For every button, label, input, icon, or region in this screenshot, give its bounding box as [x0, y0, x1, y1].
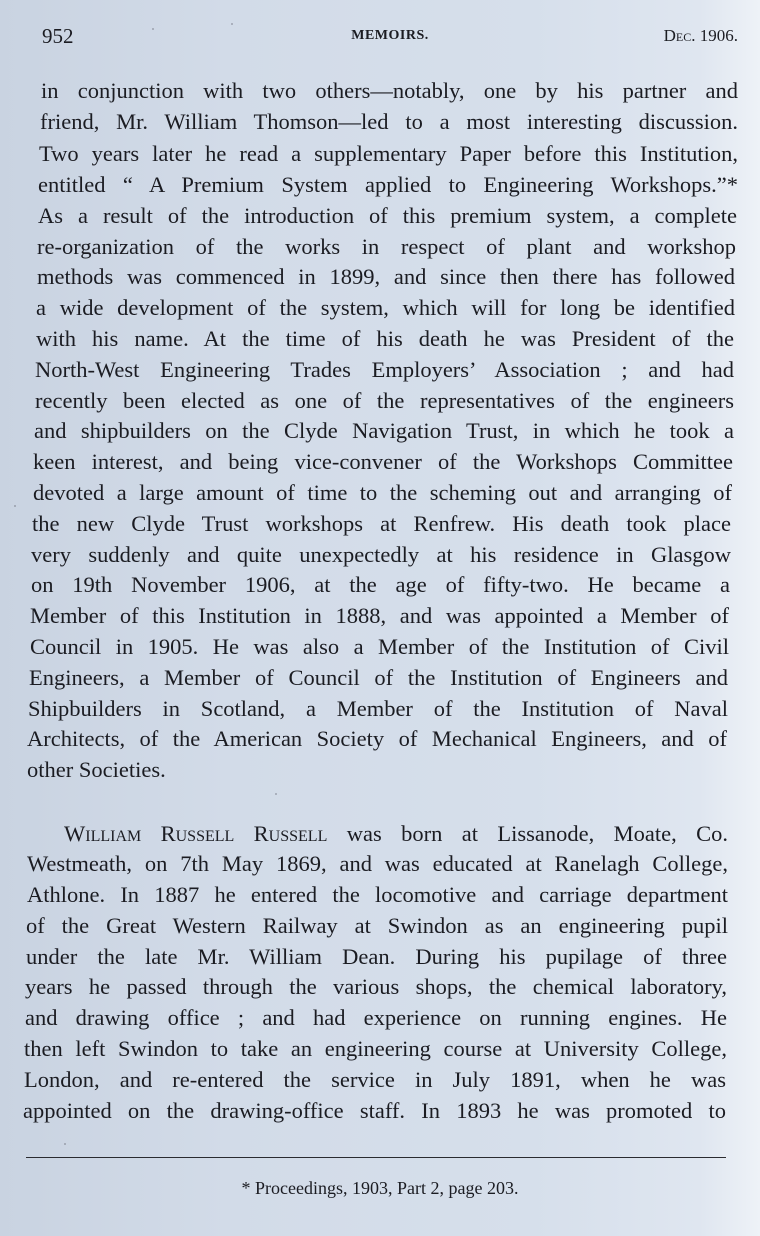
text-line-opening — [64, 819, 728, 849]
text-line: re-organization of the works in respect of plant and workshop — [37, 234, 736, 259]
page-number: 952 — [42, 24, 74, 48]
footnote: * Proceedings, 1903, Part 2, page 203. — [241, 1178, 519, 1198]
paper-speck — [14, 505, 16, 507]
text-line: in conjunction with two others—notably, one by his partner and — [41, 78, 738, 103]
opening-line-text: was born at Lissanode, Moate, Co. — [346, 821, 728, 846]
issue-date: Dec. 1906. — [663, 26, 738, 45]
text-line: years he passed through the various shops, the chemical laboratory, — [25, 974, 727, 999]
paper-speck — [275, 793, 277, 795]
text-line: Engineers, a Member of Council of the Institution of Engineers and — [29, 665, 728, 690]
text-line: a wide development of the system, which will for long be identified — [36, 295, 735, 320]
text-line: under the late Mr. William Dean. During his pupilage of three — [26, 944, 727, 969]
paper-speck — [64, 1143, 66, 1145]
running-head — [40, 22, 740, 52]
paper-speck — [231, 23, 233, 25]
text-line: appointed on the drawing-office staff. In 1893 he was promoted to — [23, 1098, 726, 1123]
text-line: on 19th November 1906, at the age of fifty-two. He became a — [31, 572, 730, 597]
text-line: Two years later he read a supplementary Paper before this Institution, — [39, 141, 738, 166]
text-line: very suddenly and quite unexpectedly at his residence in Glasgow — [31, 542, 731, 567]
text-line: As a result of the introduction of this premium system, a complete — [38, 203, 737, 228]
text-line: of the Great Western Railway at Swindon as an engineering pupil — [26, 913, 728, 938]
text-line: entitled “ A Premium System applied to Engineering Workshops.”* — [38, 172, 738, 197]
paper-speck — [152, 28, 154, 30]
text-line: then left Swindon to take an engineering course at University College, — [24, 1036, 727, 1061]
subject-name: William Russell Russell — [64, 821, 328, 846]
text-line: London, and re-entered the service in July 1891, when he was — [24, 1067, 726, 1092]
text-line: Athlone. In 1887 he entered the locomotive and carriage department — [27, 882, 728, 907]
footnote-rule — [26, 1157, 726, 1158]
text-line: North-West Engineering Trades Employers’ Association ; and had — [35, 357, 734, 382]
text-line: Council in 1905. He was also a Member of the Institution of Civil — [30, 634, 729, 659]
text-line: and shipbuilders on the Clyde Navigation Trust, in which he took a — [34, 418, 734, 443]
text-line: the new Clyde Trust workshops at Renfrew. His death took place — [32, 511, 731, 536]
text-line: recently been elected as one of the representatives of the engineers — [35, 388, 734, 413]
text-line: Shipbuilders in Scotland, a Member of the Institution of Naval — [28, 696, 728, 721]
text-line: devoted a large amount of time to the scheming out and arranging of — [33, 480, 732, 505]
text-line: Westmeath, on 7th May 1869, and was educated at Ranelagh College, — [27, 851, 728, 876]
text-line: with his name. At the time of his death he was President of the — [36, 326, 734, 351]
text-line: Architects, of the American Society of Mechanical Engineers, and of — [27, 726, 727, 751]
text-line: other Societies. — [27, 757, 166, 782]
section-title: MEMOIRS. — [351, 28, 429, 43]
text-line: Member of this Institution in 1888, and was appointed a Member of — [30, 603, 729, 628]
text-line: methods was commenced in 1899, and since then there has followed — [37, 264, 735, 289]
text-line: and drawing office ; and had experience on running engines. He — [25, 1005, 727, 1030]
text-line: keen interest, and being vice-convener of the Workshops Committee — [33, 449, 733, 474]
text-line: friend, Mr. William Thomson—led to a most interesting discussion. — [40, 109, 738, 134]
